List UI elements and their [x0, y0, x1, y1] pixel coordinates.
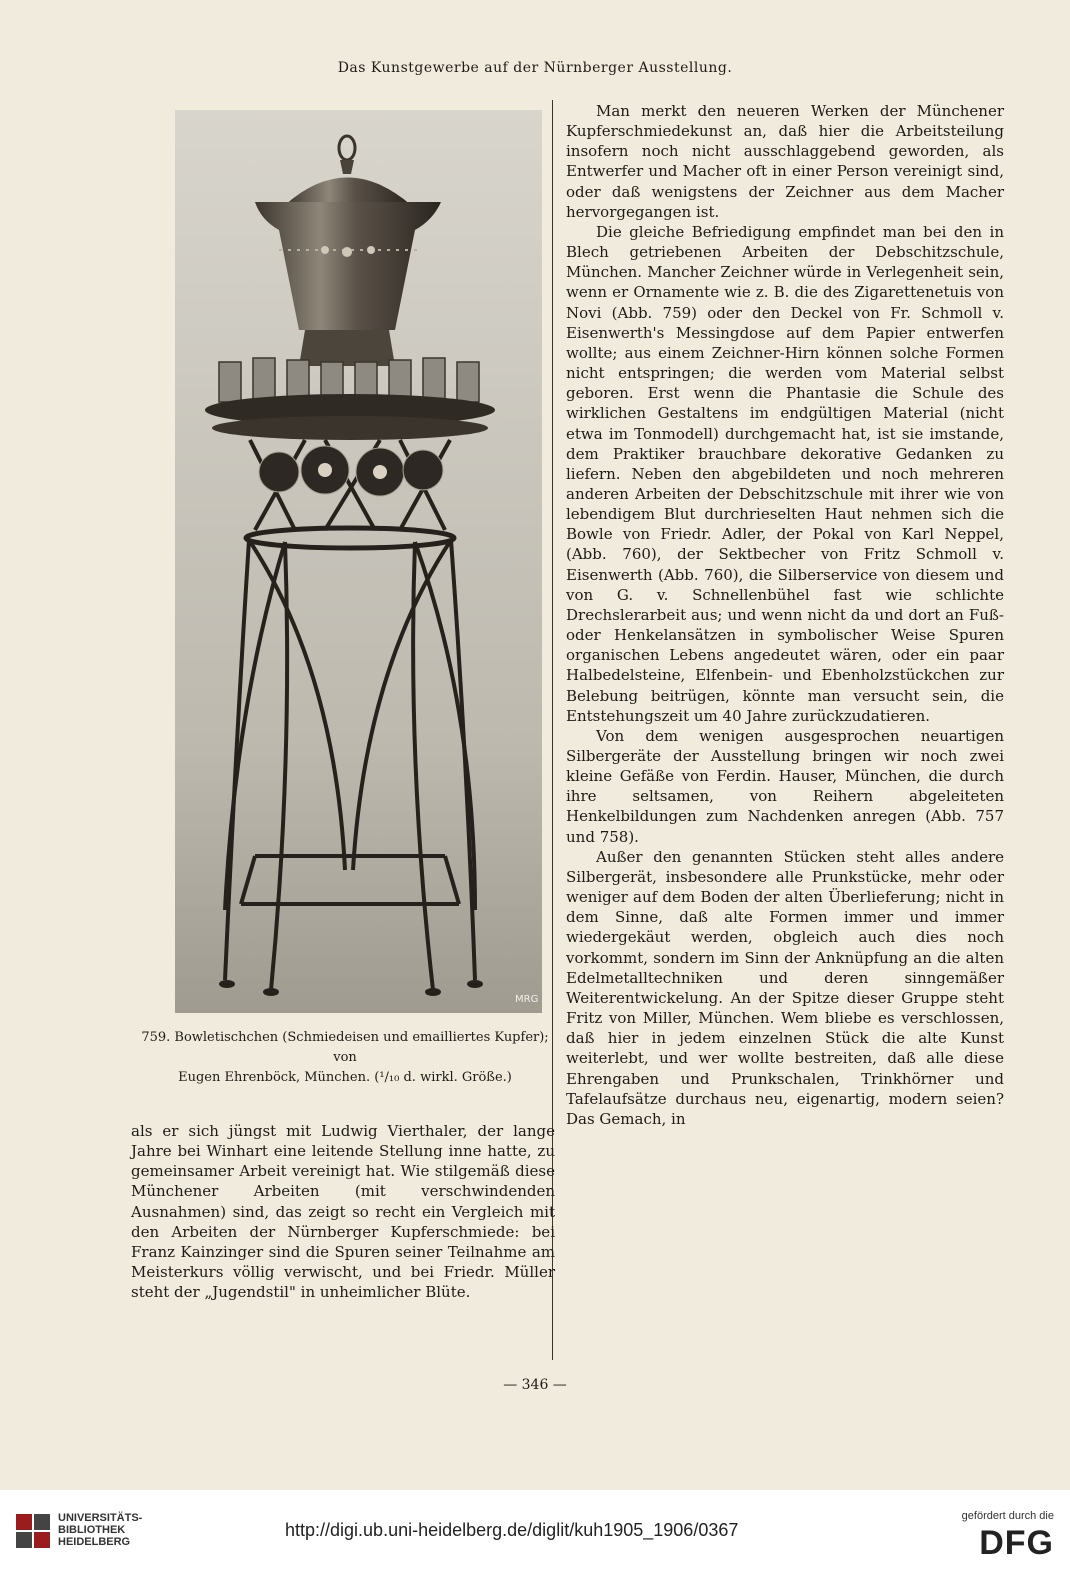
paragraph-2: Die gleiche Befriedigung empfindet man bei den in Blech getriebenen Arbeiten der Debschitzschule, München. Mancher Zeichner würde in Verlegenheit sein, wenn er Ornamente wie z. B. die des Zigarettenetuis von Novi (Abb. 759) oder den Deckel von Fr. Schmoll v. Eisenwerth's Messingdose auf dem Papier entwerfen wollte; aus einem Zeichner-Hirn können solche Formen nicht entspringen; die werden vom Material selbst geboren. Erst wenn die Phantasie die Schule des wirklichen Gestaltens im endgültigen Material (nicht etwa im Tonmodell) durchgemacht hat, ist sie imstande, dem Praktiker brauchbare dekorative Gedanken zu liefern. Neben den abgebildeten und noch mehreren anderen Arbeiten der Debschitzschule mit ihrer wie von lebendigem Blut durchrieselten Haut nehmen sich die Bowle von Friedr. Adler, der Pokal von Karl Neppel, (Abb. 760), der Sektbecher von Fritz Schmoll v. Eisenwerth (Abb. 760), die Silberservice von diesem und von G. v. Schnellenbühel fast wie schlichte Drechslerarbeit aus; und wenn nicht da und dort an Fuß- oder Henkelansätzen in symbolischer Weise Spuren organischen Lebens angedeutet wären, oder ein paar Halbedelsteine, Elfenbein- und Ebenholzstückchen zur Belebung beitrügen, könnte man versucht sein, die Entstehungszeit um 40 Jahre zurückzudatieren.: [566, 222, 1004, 725]
paragraph-left: als er sich jüngst mit Ludwig Vierthaler, der lange Jahre bei Winhart eine leitende Stellung inne hatte, zu gemeinsamer Arbeit vereinigt hat. Wie stilgemäß diese Münchener Arbeiten (mit verschwindenden Ausnahmen) sind, das zeigt so recht ein Vergleich mit den Arbeiten der Nürnberger Kupferschmiede: bei Franz Kainzinger sind die Spuren seiner Teilnahme am Meisterkurs völlig verwischt, und bei Friedr. Müller steht der „Jugendstil" in unheimlicher Blüte.: [131, 1122, 555, 1302]
footer-bar: [0, 1490, 1070, 1569]
figure-caption: [128, 1028, 562, 1088]
university-library-logo-icon: [16, 1514, 50, 1548]
library-name: UNIVERSITÄTS- BIBLIOTHEK HEIDELBERG: [58, 1512, 143, 1548]
right-column: [566, 101, 1004, 1129]
paragraph-1: Man merkt den neueren Werken der Münchener Kupferschmiedekunst an, daß hier die Arbeitsteilung insofern noch nicht ausschlaggebend geworden, als Entwerfer und Macher oft in einer Person vereinigt sind, oder daß wenigstens der Zeichner aus dem Macher hervorgegangen ist.: [566, 102, 1004, 221]
figure-photograph: [175, 110, 542, 1013]
page-number: — 346 —: [503, 1377, 567, 1393]
left-column: [131, 1121, 555, 1302]
paragraph-4: Außer den genannten Stücken steht alles andere Silbergerät, insbesondere alle Prunkstücke, mehr oder weniger auf dem Boden der alten Überlieferung; nicht in dem Sinne, daß alte Formen immer und immer wiedergekäut werden, obgleich auch dies noch vorkommt, sondern im Sinn der Anknüpfung an die alten Edelmetalltechniken und deren sinngemäßer Weiterentwickelung. An der Spitze dieser Gruppe steht Fritz von Miller, München. Wem bliebe es verschlossen, daß hier in jedem einzelnen Stück die alte Kunst weiterlebt, und wer wollte bestreiten, daß alle diese Ehrengaben und Prunkschalen, Trinkhörner und Tafelaufsätze durchaus neu, eigenartig, modern seien? Das Gemach, in: [566, 847, 1004, 1128]
permalink[interactable]: http://digi.ub.uni-heidelberg.de/diglit/kuh1905_1906/0367: [285, 1520, 739, 1540]
caption-line-2: Eugen Ehrenböck, München. (¹/₁₀ d. wirkl. Größe.): [178, 1070, 512, 1085]
running-head: Das Kunstgewerbe auf der Nürnberger Ausstellung.: [337, 60, 733, 76]
monogram: MRG: [515, 994, 539, 1005]
bowl-table-illustration: [175, 110, 542, 1013]
caption-line-1: 759. Bowletischchen (Schmiedeisen und emailliertes Kupfer); von: [141, 1030, 549, 1065]
dfg-logo: DFG: [979, 1524, 1054, 1562]
funded-by-label: gefördert durch die: [961, 1510, 1054, 1522]
paragraph-3: Von dem wenigen ausgesprochen neuartigen Silbergeräte der Ausstellung bringen wir noch zwei kleine Gefäße von Ferdin. Hauser, München, die durch ihre seltsamen, von Reihern abgeleiteten Henkelbildungen zum Nachdenken anregen (Abb. 757 und 758).: [566, 726, 1004, 846]
